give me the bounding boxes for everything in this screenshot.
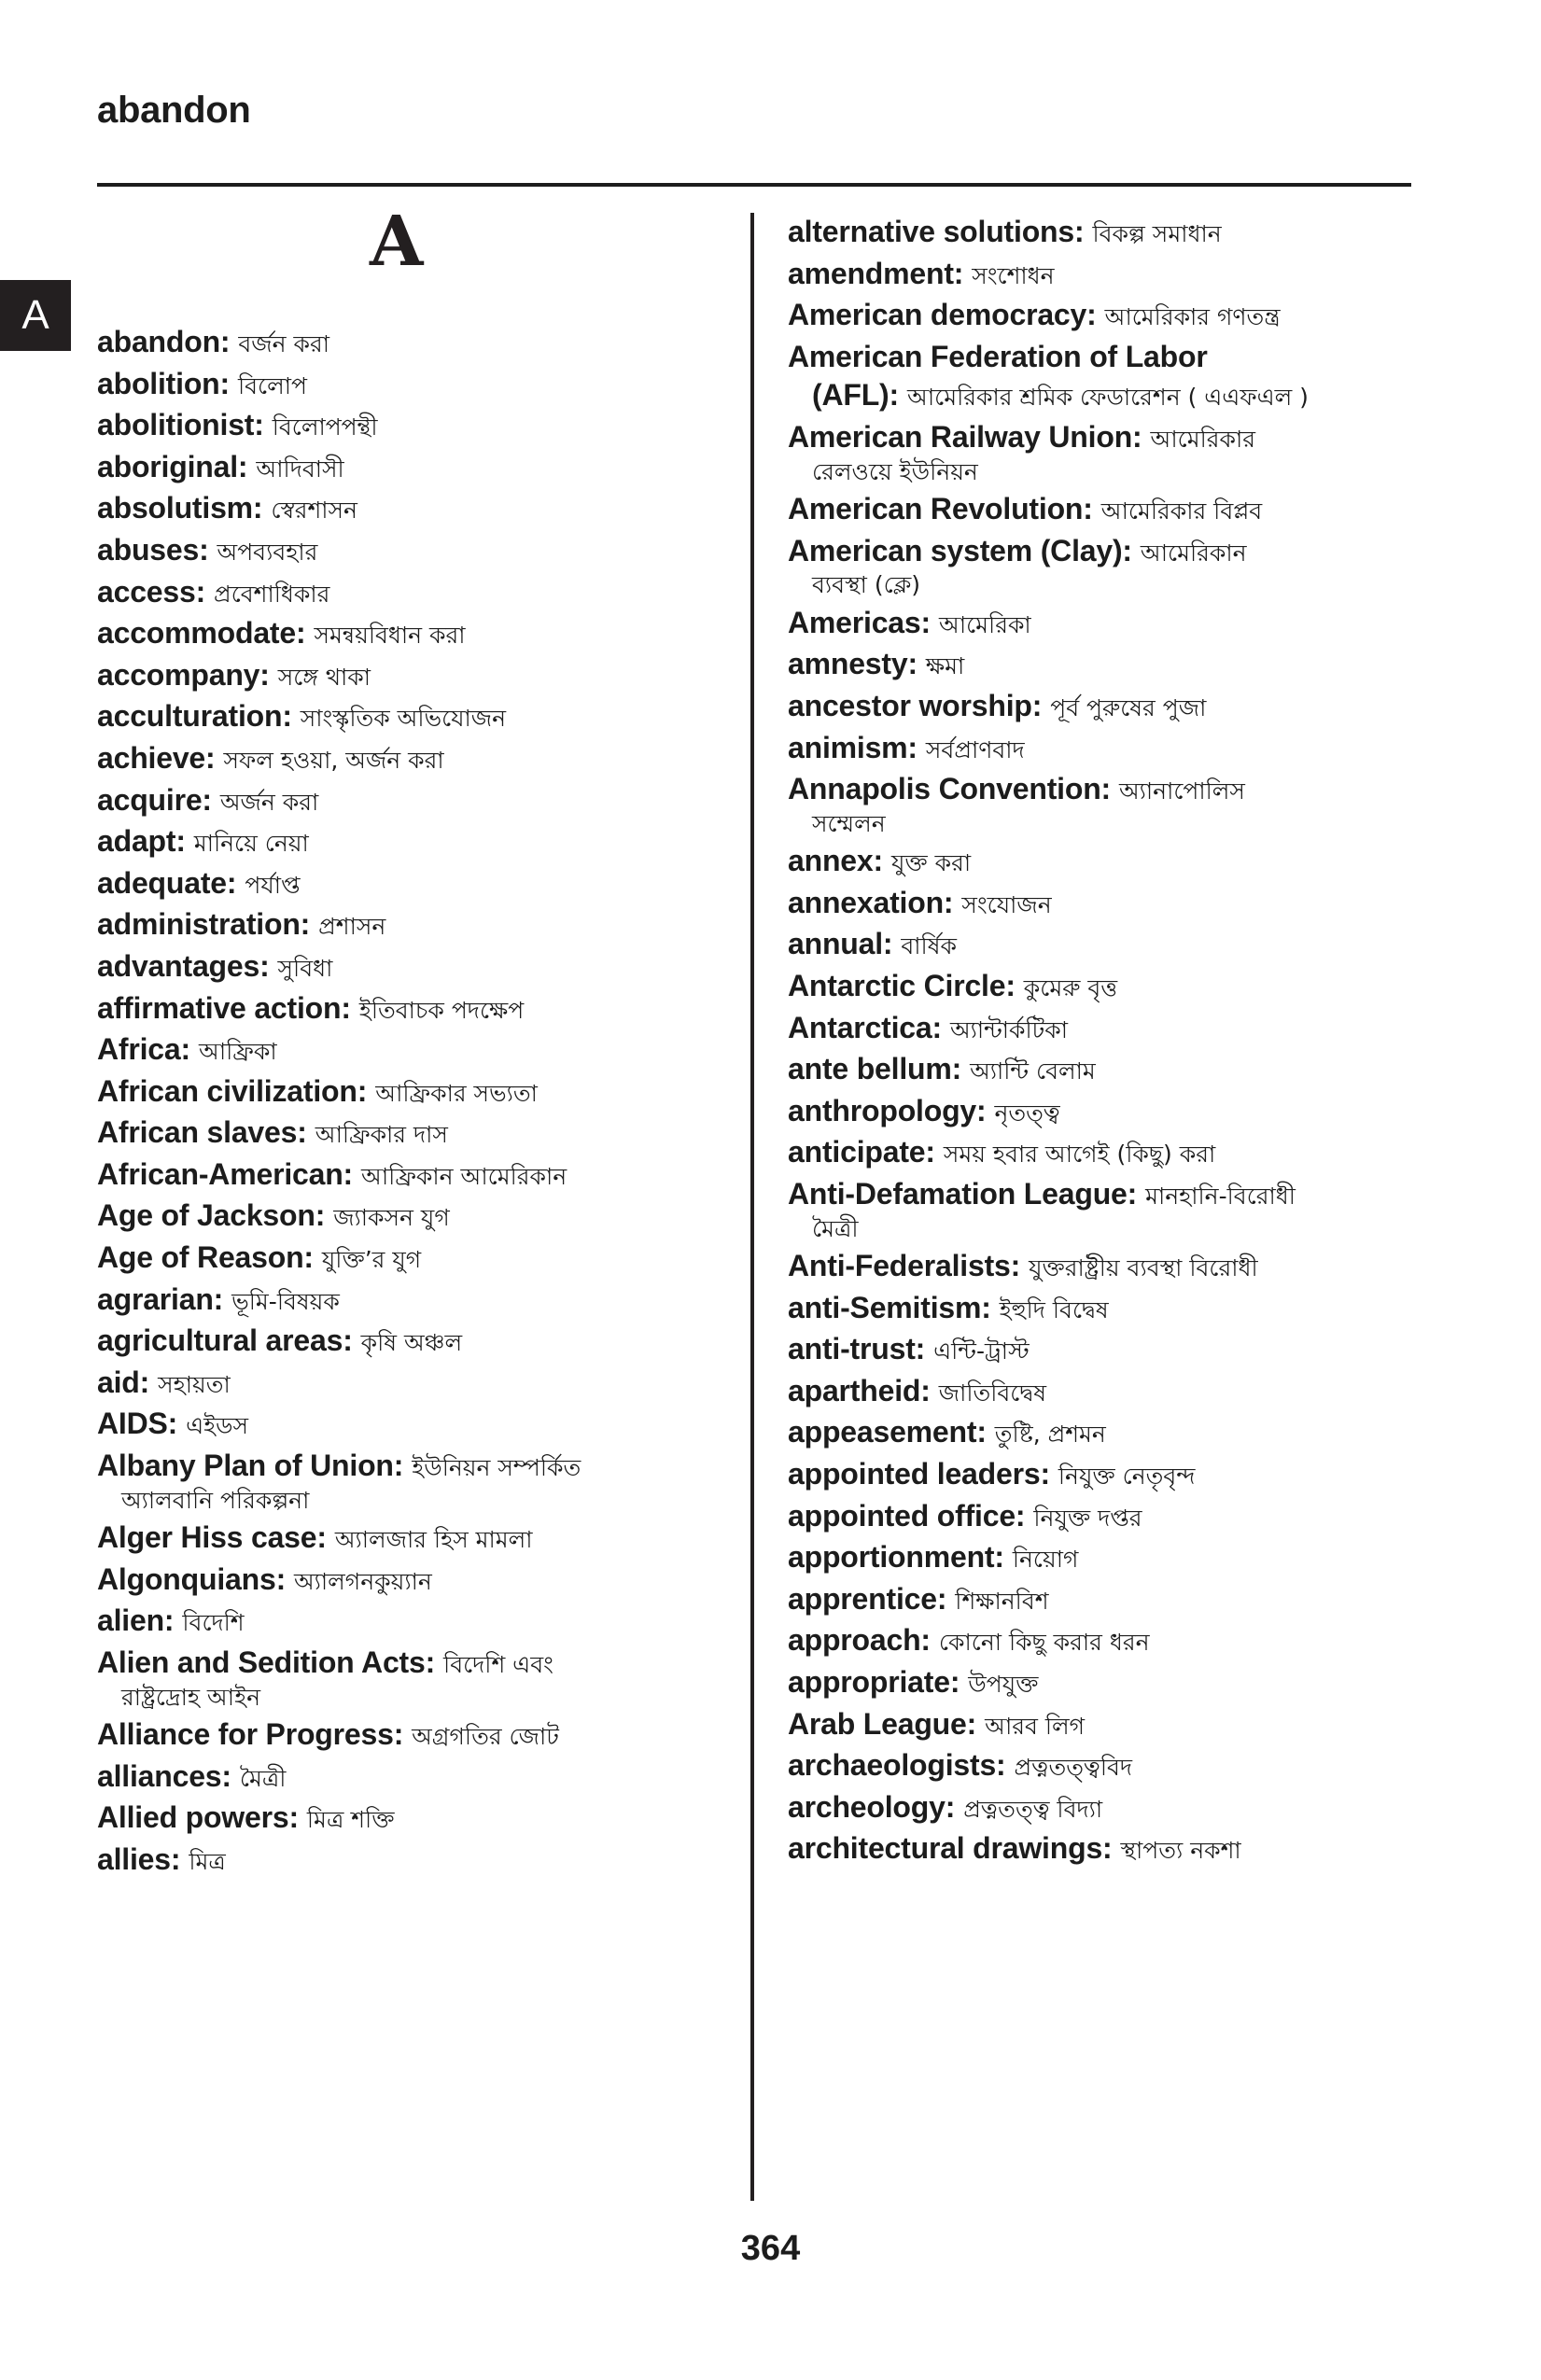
glossary-entry	[788, 884, 1385, 923]
entry-gloss: অ্যালজার হিস মামলা	[334, 1526, 533, 1554]
glossary-entry	[788, 1621, 1385, 1660]
entry-term: apartheid:	[788, 1373, 931, 1407]
entry-gloss: নিযুক্ত দপ্তর	[1033, 1504, 1142, 1532]
glossary-entry	[788, 255, 1385, 294]
glossary-entry	[788, 1455, 1385, 1494]
entry-gloss: সাংস্কৃতিক অভিযোজন	[300, 705, 507, 733]
glossary-entry	[97, 323, 694, 362]
entry-gloss: সংশোধন	[972, 261, 1055, 289]
entry-continuation: ব্যবস্থা (ক্লে)	[812, 571, 921, 599]
entry-gloss: মানিয়ে নেয়া	[193, 830, 309, 858]
entry-gloss: বার্ষিক	[901, 932, 957, 960]
glossary-entry	[97, 905, 694, 945]
entry-term: achieve:	[97, 740, 216, 775]
entry-gloss: বিলোপ	[237, 371, 307, 399]
entry-gloss: অর্জন করা	[219, 788, 319, 816]
entry-term: annual:	[788, 927, 893, 961]
entry-term: Anti-Defamation League:	[788, 1176, 1138, 1211]
glossary-entry	[97, 822, 694, 861]
entry-gloss: আমেরিকান	[1140, 539, 1247, 567]
entry-gloss: পর্যাপ্ত	[245, 871, 301, 899]
glossary-entry	[788, 1413, 1385, 1452]
entry-term: American Revolution:	[788, 492, 1093, 526]
glossary-entry	[97, 1239, 694, 1278]
glossary-entry	[97, 1030, 694, 1070]
glossary-entry	[788, 1829, 1385, 1869]
entry-gloss: আমেরিকা	[938, 610, 1031, 638]
glossary-entry	[97, 365, 694, 404]
glossary-entry	[97, 947, 694, 987]
entry-term: ante bellum:	[788, 1052, 962, 1086]
glossary-entry	[788, 604, 1385, 643]
entry-term-continued: (AFL):	[812, 378, 899, 413]
entry-term: AIDS:	[97, 1407, 178, 1441]
entry-gloss: আফ্রিকার সভ্যতা	[375, 1079, 538, 1107]
entry-term: anthropology:	[788, 1093, 987, 1127]
glossary-entry	[788, 490, 1385, 529]
glossary-entry	[97, 1197, 694, 1236]
glossary-entry	[788, 770, 1385, 839]
glossary-entry	[97, 1447, 694, 1516]
glossary-entry	[97, 739, 694, 778]
glossary-entry	[788, 1788, 1385, 1827]
entry-continuation: সম্মেলন	[812, 809, 886, 837]
entry-term: accompany:	[97, 657, 270, 692]
glossary-entry	[788, 1538, 1385, 1577]
glossary-entry	[97, 531, 694, 570]
glossary-entry	[97, 864, 694, 903]
glossary-entry	[97, 1113, 694, 1153]
entry-gloss: কৃষি অঞ্চল	[360, 1329, 463, 1357]
entry-term: apportionment:	[788, 1540, 1004, 1575]
entry-term: apprentice:	[788, 1581, 947, 1616]
entry-term: Algonquians:	[97, 1561, 287, 1596]
column-right	[788, 213, 1385, 1871]
entry-term: appropriate:	[788, 1665, 960, 1699]
glossary-entry	[97, 989, 694, 1029]
entry-term: Age of Jackson:	[97, 1198, 326, 1233]
glossary-entry	[788, 967, 1385, 1006]
glossary-entry	[788, 729, 1385, 768]
entry-term: agricultural areas:	[97, 1323, 353, 1358]
entry-gloss: যুক্তরাষ্ট্রীয় ব্যবস্থা বিরোধী	[1029, 1254, 1258, 1282]
entry-term: access:	[97, 574, 206, 609]
column-divider	[750, 213, 754, 2201]
entry-gloss: তুষ্টি, প্রশমন	[994, 1421, 1106, 1449]
entry-gloss: আরব লিগ	[985, 1712, 1086, 1740]
entry-term: anti-trust:	[788, 1332, 926, 1366]
entry-gloss: সর্বপ্রাণবাদ	[925, 735, 1025, 763]
entry-term: Anti-Federalists:	[788, 1249, 1021, 1283]
entry-term: acculturation:	[97, 699, 292, 734]
entry-gloss: সঙ্গে থাকা	[277, 663, 371, 691]
entry-term: anti-Semitism:	[788, 1290, 991, 1324]
entry-gloss: স্থাপত্য নকশা	[1120, 1837, 1241, 1865]
entry-gloss: অপব্যবহার	[217, 538, 318, 566]
entry-gloss: জাতিবিদ্বেষ	[938, 1379, 1046, 1407]
entry-gloss: সুবিধা	[277, 954, 333, 982]
entry-list-left	[97, 323, 694, 1879]
entry-gloss: ভূমি-বিষয়ক	[231, 1287, 340, 1315]
glossary-entry	[788, 1050, 1385, 1089]
entry-term: abuses:	[97, 532, 209, 567]
glossary-entry	[97, 1841, 694, 1880]
entry-term: African civilization:	[97, 1073, 368, 1108]
entry-term: Americas:	[788, 605, 931, 639]
entry-gloss-continued: আমেরিকার শ্রমিক ফেডারেশন ( এএফএল )	[906, 384, 1309, 412]
entry-gloss: আফ্রিকান আমেরিকান	[361, 1162, 567, 1190]
entry-gloss: ইউনিয়ন সম্পর্কিত	[412, 1454, 581, 1482]
entry-list-right	[788, 213, 1385, 1869]
glossary-entry	[788, 1372, 1385, 1411]
glossary-entry	[788, 645, 1385, 684]
running-head: abandon	[97, 90, 251, 131]
entry-gloss: জ্যাকসন যুগ	[333, 1204, 450, 1232]
glossary-entry	[788, 213, 1385, 252]
entry-term: Antarctica:	[788, 1010, 942, 1044]
entry-gloss: আমেরিকার গণতন্ত্র	[1104, 303, 1281, 331]
entry-continuation: রেলওয়ে ইউনিয়ন	[812, 457, 978, 485]
entry-gloss: মৈত্রী	[239, 1764, 287, 1792]
entry-gloss: সহায়তা	[158, 1370, 231, 1398]
entry-gloss: অ্যানাপোলিস	[1119, 777, 1245, 805]
entry-gloss: এইডস	[186, 1412, 249, 1440]
entry-gloss: মানহানি-বিরোধী	[1145, 1182, 1296, 1210]
glossary-entry	[97, 1281, 694, 1320]
entry-gloss: অগ্রগতির জোট	[412, 1723, 559, 1750]
entry-continuation: অ্যালবানি পরিকল্পনা	[121, 1486, 310, 1514]
glossary-entry	[788, 1746, 1385, 1785]
entry-term: abandon:	[97, 325, 231, 358]
entry-gloss: অ্যালগনকুয়্যান	[294, 1567, 432, 1595]
glossary-entry	[788, 418, 1385, 487]
section-thumb-tab: A	[0, 280, 71, 351]
entry-gloss: মিত্র	[189, 1847, 226, 1875]
glossary-entry	[97, 1364, 694, 1403]
entry-gloss: প্রত্নতত্ত্ব বিদ্যা	[963, 1795, 1103, 1823]
entry-term: absolutism:	[97, 491, 263, 525]
entry-gloss: অ্যান্টি বেলাম	[970, 1057, 1096, 1085]
entry-gloss: আমেরিকার	[1150, 425, 1255, 453]
entry-gloss: মিত্র শক্তি	[306, 1806, 395, 1834]
entry-gloss: কুমেরু বৃত্ত	[1023, 974, 1118, 1001]
entry-term: American Federation of Labor	[788, 339, 1208, 373]
entry-gloss: আফ্রিকা	[198, 1038, 277, 1066]
entry-term: amnesty:	[788, 647, 918, 681]
entry-term: affirmative action:	[97, 990, 351, 1025]
glossary-entry	[97, 614, 694, 653]
entry-term: alien:	[97, 1603, 175, 1638]
entry-term: administration:	[97, 907, 311, 942]
page-number: 364	[740, 2229, 801, 2268]
entry-term: alliances:	[97, 1758, 231, 1793]
column-left	[97, 213, 694, 1882]
entry-term: ancestor worship:	[788, 688, 1043, 722]
entry-term: American system (Clay):	[788, 533, 1132, 567]
entry-gloss: প্রবেশাধিকার	[214, 580, 330, 608]
glossary-entry	[788, 1330, 1385, 1369]
entry-gloss: প্রত্নতত্ত্ববিদ	[1014, 1754, 1133, 1782]
entry-term: Africa:	[97, 1032, 190, 1067]
entry-term: appeasement:	[788, 1415, 987, 1449]
entry-term: agrarian:	[97, 1281, 224, 1316]
entry-term: animism:	[788, 730, 918, 764]
glossary-entry	[97, 406, 694, 445]
glossary-entry	[788, 842, 1385, 881]
glossary-entry	[788, 925, 1385, 964]
entry-gloss: ইহুদি বিদ্বেষ	[999, 1295, 1109, 1323]
glossary-entry	[788, 1133, 1385, 1172]
entry-gloss: শিক্ষানবিশ	[955, 1587, 1049, 1615]
glossary-entry	[788, 532, 1385, 601]
entry-term: Alien and Sedition Acts:	[97, 1645, 436, 1679]
glossary-entry	[97, 697, 694, 736]
entry-gloss: নিযুক্ত নেতৃবৃন্দ	[1058, 1463, 1196, 1491]
entry-term: appointed leaders:	[788, 1457, 1050, 1491]
entry-gloss: পূর্ব পুরুষের পুজা	[1050, 693, 1207, 721]
glossary-entry	[97, 1322, 694, 1361]
entry-gloss: ইতিবাচক পদক্ষেপ	[358, 996, 525, 1024]
entry-term: appointed office:	[788, 1498, 1026, 1533]
entry-term: architectural drawings:	[788, 1831, 1113, 1866]
glossary-entry	[788, 1247, 1385, 1286]
glossary-entry	[97, 1715, 694, 1755]
entry-gloss: আফ্রিকার দাস	[315, 1121, 448, 1149]
glossary-entry	[97, 1405, 694, 1444]
entry-term: adequate:	[97, 865, 237, 900]
glossary-entry	[788, 1705, 1385, 1744]
entry-gloss: বিকল্প সমাধান	[1092, 220, 1222, 247]
entry-gloss: নিয়োগ	[1012, 1546, 1079, 1574]
entry-term: Age of Reason:	[97, 1240, 314, 1275]
entry-gloss: আমেরিকার বিপ্লব	[1100, 497, 1263, 525]
entry-term: approach:	[788, 1623, 931, 1658]
glossary-entry	[97, 448, 694, 487]
entry-term: annexation:	[788, 885, 954, 919]
glossary-entry	[97, 1519, 694, 1558]
entry-gloss: সংযোজন	[961, 890, 1052, 918]
glossary-entry	[97, 1644, 694, 1713]
entry-gloss: সময় হবার আগেই (কিছু) করা	[943, 1141, 1216, 1169]
entry-continuation: রাষ্ট্রদ্রোহ আইন	[121, 1683, 261, 1711]
entry-gloss: সফল হওয়া, অর্জন করা	[223, 746, 444, 774]
glossary-entry	[788, 1092, 1385, 1131]
entry-term: allies:	[97, 1841, 181, 1876]
glossary-entry	[97, 1757, 694, 1797]
entry-gloss: বিদেশি এবং	[443, 1650, 553, 1678]
entry-continuation: মৈত্রী	[812, 1214, 859, 1242]
entry-term: Alger Hiss case:	[97, 1520, 327, 1555]
glossary-entry	[788, 1289, 1385, 1328]
section-letter-heading: A	[370, 202, 424, 282]
entry-term: Allied powers:	[97, 1800, 299, 1835]
glossary-entry	[788, 1580, 1385, 1619]
entry-term: American democracy:	[788, 298, 1097, 332]
glossary-entry	[788, 687, 1385, 726]
entry-gloss: সমন্বয়বিধান করা	[314, 622, 466, 650]
glossary-entry	[788, 1009, 1385, 1048]
entry-columns	[97, 213, 1419, 2201]
entry-gloss: কোনো কিছু করার ধরন	[938, 1629, 1150, 1657]
entry-term: abolition:	[97, 366, 230, 400]
entry-term: archeology:	[788, 1789, 956, 1824]
entry-term: alternative solutions:	[788, 215, 1085, 248]
entry-term: aid:	[97, 1365, 150, 1399]
entry-term: acquire:	[97, 782, 212, 817]
entry-gloss: আদিবাসী	[256, 455, 344, 483]
entry-term: Annapolis Convention:	[788, 772, 1112, 806]
entry-term: American Railway Union:	[788, 419, 1142, 454]
glossary-entry	[97, 573, 694, 612]
entry-term: aboriginal:	[97, 449, 248, 483]
glossary-entry	[788, 296, 1385, 335]
entry-term: adapt:	[97, 824, 186, 859]
entry-term: archaeologists:	[788, 1748, 1006, 1783]
entry-term: accommodate:	[97, 616, 306, 651]
entry-gloss: যুক্তি’র যুগ	[321, 1246, 422, 1274]
entry-term: Albany Plan of Union:	[97, 1449, 404, 1483]
entry-term: amendment:	[788, 256, 964, 290]
entry-term: Alliance for Progress:	[97, 1717, 404, 1751]
entry-term: abolitionist:	[97, 408, 264, 442]
entry-gloss: উপযুক্ত	[968, 1671, 1039, 1698]
entry-term: Antarctic Circle:	[788, 969, 1016, 1002]
entry-gloss: বর্জন করা	[238, 330, 330, 357]
glossary-entry	[97, 489, 694, 528]
glossary-entry	[788, 1663, 1385, 1702]
glossary-entry	[97, 1799, 694, 1838]
entry-term: advantages:	[97, 948, 270, 983]
entry-gloss: স্বেরশাসন	[271, 497, 357, 525]
entry-term: anticipate:	[788, 1135, 935, 1169]
glossary-entry	[97, 656, 694, 695]
entry-term: African slaves:	[97, 1115, 307, 1150]
glossary-entry	[97, 1072, 694, 1112]
entry-gloss: ক্ষমা	[925, 652, 965, 680]
entry-term: annex:	[788, 844, 883, 878]
entry-continuation	[788, 376, 1385, 415]
glossary-entry	[97, 781, 694, 820]
entry-gloss: যুক্ত করা	[890, 849, 972, 877]
entry-gloss: বিলোপপন্থী	[272, 413, 378, 441]
glossary-entry	[97, 1155, 694, 1195]
glossary-entry	[788, 1175, 1385, 1244]
glossary-entry	[97, 1602, 694, 1641]
glossary-entry	[788, 1497, 1385, 1536]
entry-gloss: নৃতত্ত্ব	[994, 1099, 1060, 1127]
entry-gloss: অ্যান্টার্কটিকা	[949, 1015, 1069, 1043]
header-rule	[97, 183, 1411, 187]
entry-term: African-American:	[97, 1156, 354, 1191]
entry-gloss: প্রশাসন	[318, 913, 386, 941]
entry-gloss: এন্টি-ট্রাস্ট	[933, 1337, 1030, 1365]
entry-term: Arab League:	[788, 1706, 977, 1741]
glossary-entry	[97, 1561, 694, 1600]
glossary-entry	[788, 338, 1385, 415]
entry-gloss: বিদেশি	[182, 1609, 245, 1637]
